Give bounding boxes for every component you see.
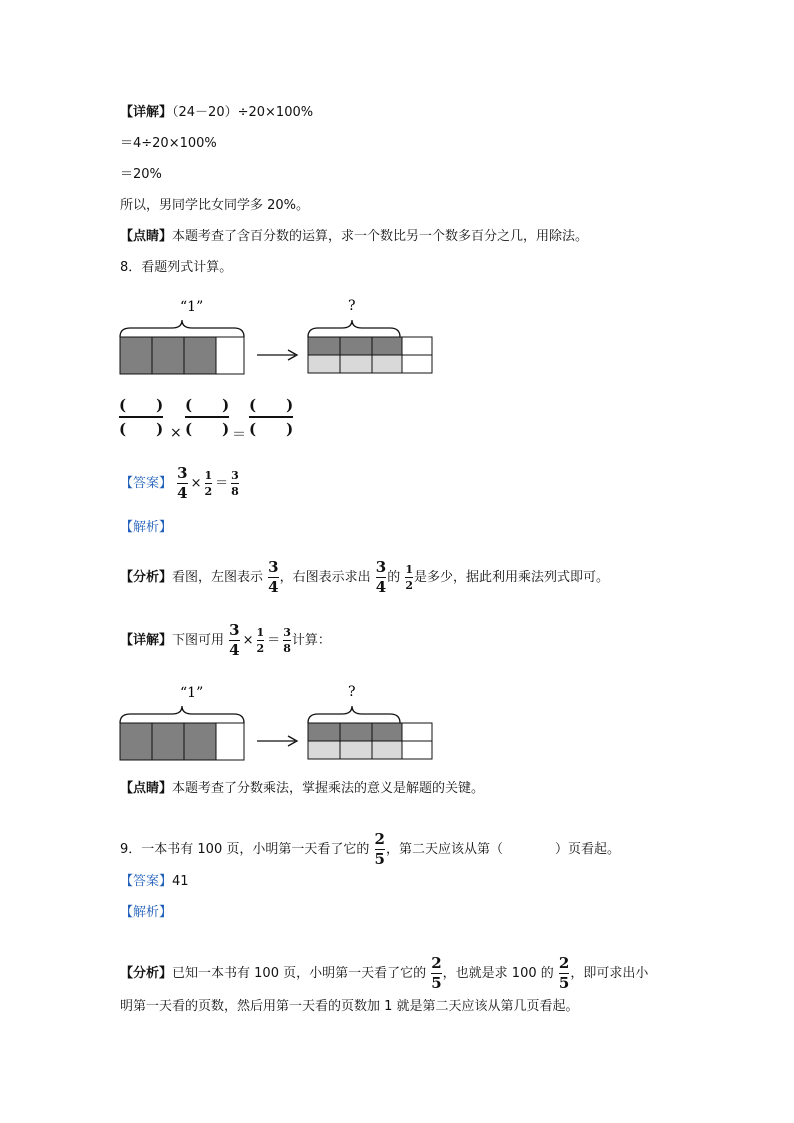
label-question: ? (348, 298, 356, 314)
right-cell-empty (402, 723, 432, 741)
left-cell-shaded (184, 337, 216, 374)
left-cell-shaded (152, 337, 184, 374)
right-cell-light (340, 741, 372, 759)
blank-denominator: ( ) (185, 420, 230, 438)
blank-numerator: ( ) (249, 396, 294, 414)
q8-analysis-tag: 【解析】 (120, 520, 173, 535)
answer-tag: 【答案】 (120, 476, 173, 491)
right-cell-dark (340, 723, 372, 741)
q7-detail-line3: ＝20% (120, 167, 162, 182)
fraction-two-fifths: $\frac{2}{5}$ (431, 954, 442, 992)
q7-detail-line1 (120, 104, 313, 122)
right-cell-light (308, 741, 340, 759)
left-cell-empty (216, 337, 244, 374)
right-cell-light (372, 741, 402, 759)
point-tag: 【点睛】 (120, 229, 173, 244)
blank-numerator: ( ) (119, 396, 164, 414)
fraction-three-quarters: $\frac{3}{4}$ (268, 558, 279, 596)
left-cell-shaded (152, 723, 184, 760)
equals-sign: ＝ (232, 427, 246, 443)
q8-figure-bottom (110, 676, 440, 766)
q9-answer: 【答案】41 (120, 874, 189, 889)
q9-fenxi-line2: 明第一天看的页数，然后用第一天看的页数加 1 就是第二天应该从第几页看起。 (120, 999, 579, 1014)
left-brace (120, 320, 244, 337)
fraction-b: $\frac{1}{2}$ (204, 469, 213, 498)
right-cell-dark (308, 723, 340, 741)
left-cell-shaded (184, 723, 216, 760)
left-cell-empty (216, 723, 244, 760)
fraction-two-fifths: $\frac{2}{5}$ (558, 954, 570, 992)
label-one: “1” (180, 685, 204, 701)
fraction-two-fifths: $\frac{2}{5}$ (374, 830, 385, 868)
right-cell-dark (372, 723, 402, 741)
right-cell-light (308, 355, 340, 373)
fraction-bar (249, 416, 293, 418)
label-question: ? (348, 684, 356, 700)
fraction-c: $\frac{3}{8}$ (231, 469, 239, 498)
right-cell-light (372, 355, 402, 373)
detail-tag: 【详解】 (120, 105, 173, 120)
right-cell-empty (402, 741, 432, 759)
blank-fraction-2 (185, 396, 229, 438)
fraction-b: $\frac{1}{2}$ (256, 626, 265, 655)
q8-title: 8．看题列式计算。 (120, 260, 233, 275)
q7-expression: （24－20）÷20×100% (172, 105, 314, 120)
right-cell-dark (340, 337, 372, 355)
fraction-bar (185, 416, 229, 418)
q8-fenxi: 【分析】看图，左图表示 $\frac{3}{4}$ ，右图表示求出 $\frac{3}{4}$ 的 $\frac{1}{2}$ 是多少，据此利用乘法列式即可。 (120, 558, 610, 596)
fraction-a: $\frac{3}{4}$ (229, 621, 240, 659)
blank-denominator: ( ) (249, 420, 294, 438)
q9-fenxi: 【分析】已知一本书有 100 页，小明第一天看了它的 $\frac{2}{5}$ ，也就是求 100 的 $\frac{2}{5}$ ，即可求出小 (120, 954, 649, 992)
fraction-bar (119, 416, 163, 418)
left-brace (120, 706, 244, 723)
q8-figure-top (110, 290, 440, 380)
left-cell-shaded (120, 337, 152, 374)
right-cell-empty (402, 355, 432, 373)
blank-numerator: ( ) (185, 396, 230, 414)
q8-point: 【点睛】本题考查了分数乘法，掌握乘法的意义是解题的关键。 (120, 781, 485, 796)
fraction-three-quarters: $\frac{3}{4}$ (375, 558, 387, 596)
blank-denominator: ( ) (119, 420, 164, 438)
label-one: “1” (180, 299, 204, 315)
fraction-c: $\frac{3}{8}$ (283, 626, 291, 655)
right-cell-empty (402, 337, 432, 355)
q7-point: 【点睛】本题考查了含百分数的运算，求一个数比另一个数多百分之几，用除法。 (120, 229, 589, 244)
q8-answer: 【答案】 $\frac{3}{4}$ × $\frac{1}{2}$ ＝ $\frac{3}{8}$ (120, 464, 239, 502)
q9-analysis-tag: 【解析】 (120, 905, 173, 920)
right-brace (308, 320, 400, 337)
fraction-a: $\frac{3}{4}$ (177, 464, 188, 502)
right-brace (308, 706, 400, 723)
q9-title: 9．一本书有 100 页，小明第一天看了它的 $\frac{2}{5}$ ，第二天应该从第（ ）页看起。 (120, 830, 620, 868)
blank-fraction-3 (249, 396, 293, 438)
answer-value: 41 (172, 874, 189, 889)
right-cell-dark (308, 337, 340, 355)
q7-conclusion: 所以，男同学比女同学多 20%。 (120, 198, 310, 213)
blank-fraction-1 (119, 396, 163, 438)
fraction-half: $\frac{1}{2}$ (405, 563, 414, 592)
right-cell-dark (372, 337, 402, 355)
right-cell-light (340, 355, 372, 373)
times-sign: × (170, 425, 182, 441)
q7-detail-line2: ＝4÷20×100% (120, 136, 217, 151)
left-cell-shaded (120, 723, 152, 760)
q8-detail: 【详解】下图可用 $\frac{3}{4}$ × $\frac{1}{2}$ ＝ $\frac{3}{8}$ 计算： (120, 621, 331, 659)
